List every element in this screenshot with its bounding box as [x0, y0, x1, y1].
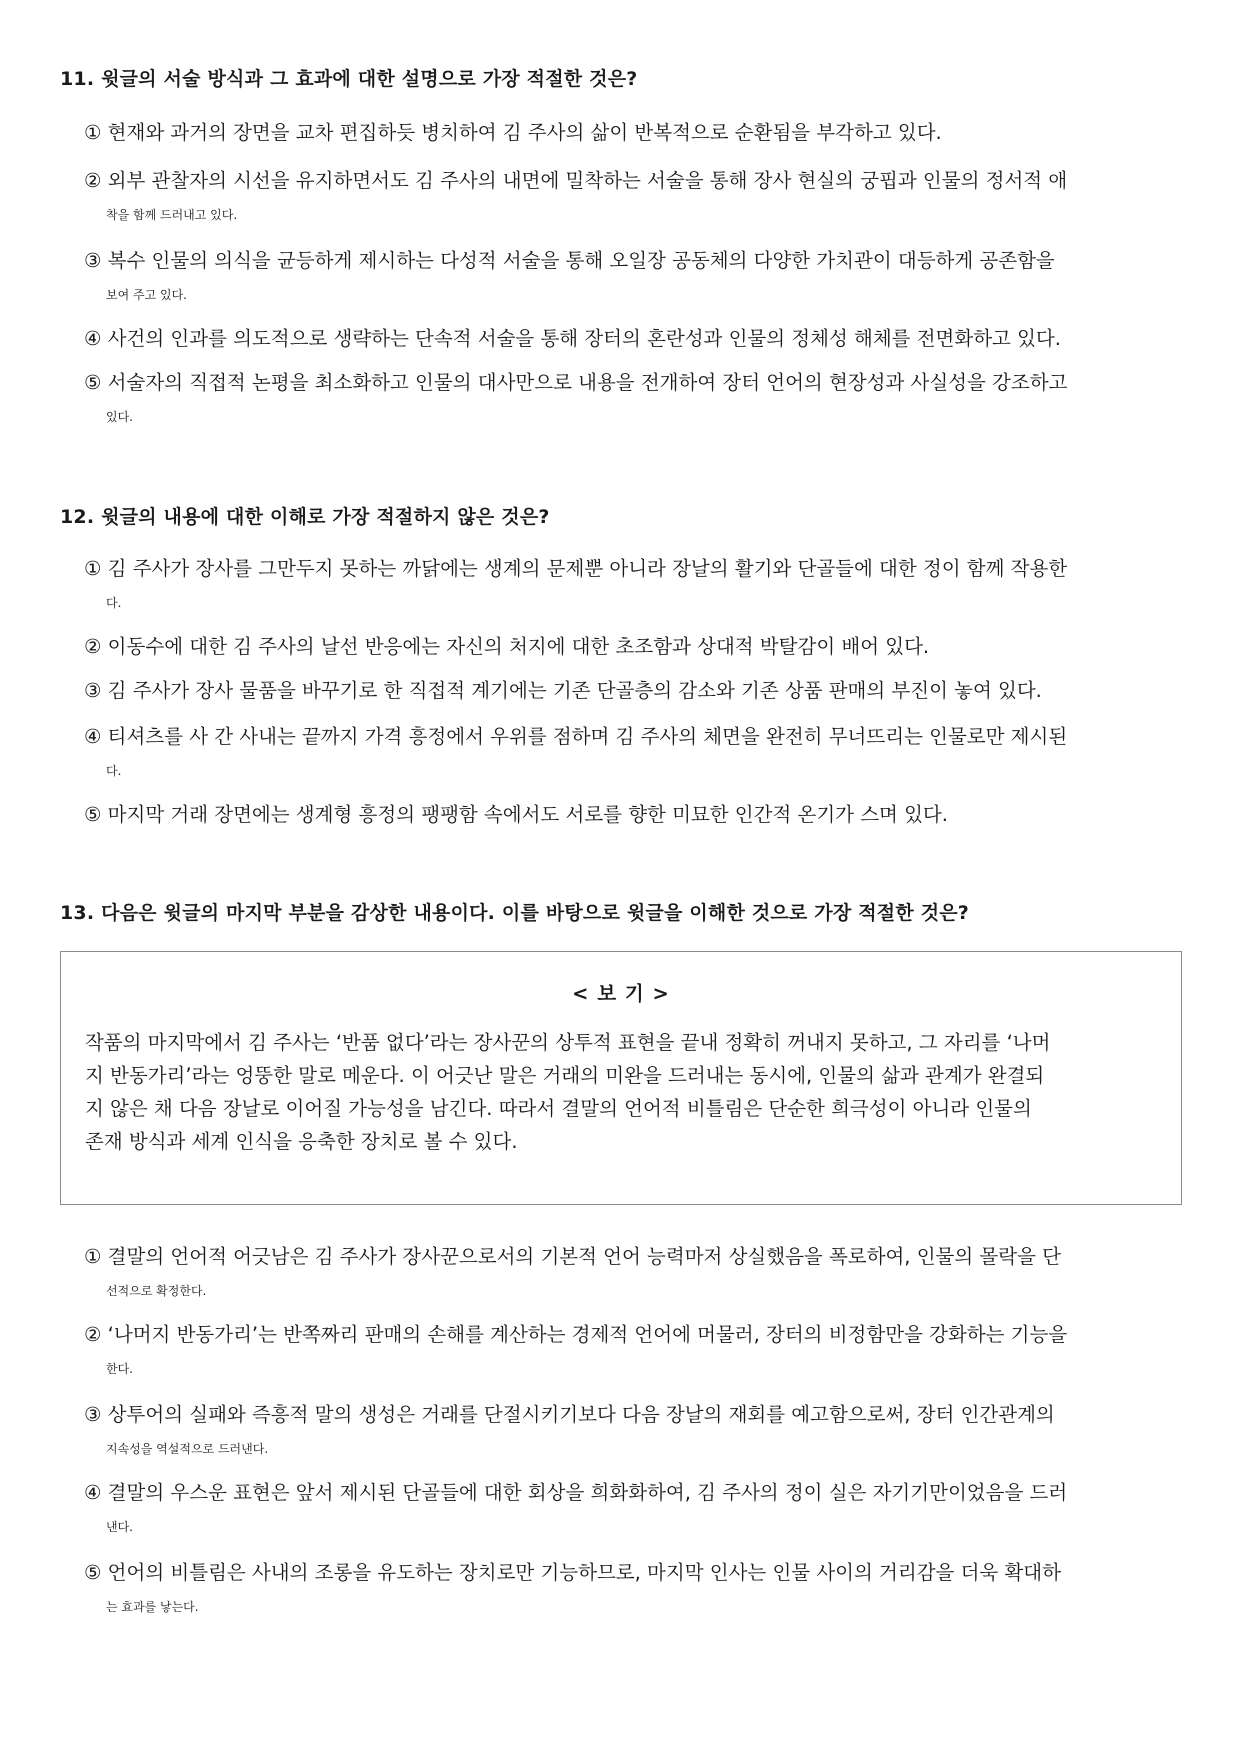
q13-choice-5[interactable]: [84, 1556, 1184, 1624]
choice-text: ④ 사건의 인과를 의도적으로 생략하는 단속적 서술을 통해 장터의 혼란성과 인물의 정체성 해체를 전면화하고 있다.: [84, 327, 1061, 350]
choice-text: ② 이동수에 대한 김 주사의 날선 반응에는 자신의 처지에 대한 초조함과 상대적 박탈감이 배어 있다.: [84, 635, 930, 658]
choice-text: ⑤ 언어의 비틀림은 사내의 조롱을 유도하는 장치로만 기능하므로, 마지막 인사는 인물 사이의 거리감을 더욱 확대하: [84, 1561, 1061, 1584]
choice-text: ② ‘나머지 반동가리’는 반쪽짜리 판매의 손해를 계산하는 경제적 언어에 머물러, 장터의 비정함만을 강화하는 기능을: [84, 1323, 1068, 1346]
choice-text: ③ 김 주사가 장사 물품을 바꾸기로 한 직접적 계기에는 기존 단골층의 감소와 기존 상품 판매의 부진이 놓여 있다.: [84, 679, 1042, 702]
bogi-text: [85, 1026, 1155, 1158]
q11-choice-1[interactable]: [84, 116, 1184, 150]
choice-text: ① 김 주사가 장사를 그만두지 못하는 까닭에는 생계의 문제뿐 아니라 장날의 활기와 단골들에 대한 정이 함께 작용한: [84, 557, 1068, 580]
choice-text-cont: 다.: [106, 764, 122, 778]
bogi-line: 작품의 마지막에서 김 주사는 ‘반품 없다’라는 장사꾼의 상투적 표현을 끝내 정확히 꺼내지 못하고, 그 자리를 ‘나머: [85, 1031, 1051, 1054]
question-13-title: 13. 다음은 윗글의 마지막 부분을 감상한 내용이다. 이를 바탕으로 윗글을 이해한 것으로 가장 적절한 것은?: [60, 902, 970, 924]
choice-text: ① 현재와 과거의 장면을 교차 편집하듯 병치하여 김 주사의 삶이 반복적으로 순환됨을 부각하고 있다.: [84, 121, 942, 144]
q12-choice-2[interactable]: [84, 630, 1184, 664]
q11-choice-4[interactable]: [84, 322, 1184, 356]
choice-text: ⑤ 서술자의 직접적 논평을 최소화하고 인물의 대사만으로 내용을 전개하여 장터 언어의 현장성과 사실성을 강조하고: [84, 371, 1068, 394]
choice-text-cont: 다.: [106, 596, 122, 610]
bogi-box: [60, 951, 1182, 1205]
q13-choice-1[interactable]: [84, 1240, 1184, 1308]
q12-choice-5[interactable]: [84, 798, 1184, 832]
choice-text: ③ 상투어의 실패와 즉흥적 말의 생성은 거래를 단절시키기보다 다음 장날의 재회를 예고함으로써, 장터 인간관계의: [84, 1403, 1055, 1426]
choice-text: ④ 결말의 우스운 표현은 앞서 제시된 단골들에 대한 회상을 희화화하여, 김 주사의 정이 실은 자기기만이었음을 드러: [84, 1481, 1068, 1504]
choice-text: ③ 복수 인물의 의식을 균등하게 제시하는 다성적 서술을 통해 오일장 공동체의 다양한 가치관이 대등하게 공존함을: [84, 249, 1055, 272]
choice-text-cont: 있다.: [106, 410, 133, 424]
q12-choice-4[interactable]: [84, 720, 1184, 788]
bogi-title: < 보 기 >: [572, 982, 670, 1005]
choice-text: ⑤ 마지막 거래 장면에는 생계형 흥정의 팽팽함 속에서도 서로를 향한 미묘한 인간적 온기가 스며 있다.: [84, 803, 948, 826]
choice-text-cont: 착을 함께 드러내고 있다.: [106, 208, 238, 222]
choice-text: ① 결말의 언어적 어긋남은 김 주사가 장사꾼으로서의 기본적 언어 능력마저 상실했음을 폭로하여, 인물의 몰락을 단: [84, 1245, 1061, 1268]
choice-text-cont: 보여 주고 있다.: [106, 288, 187, 302]
bogi-line: 지 않은 채 다음 장날로 이어질 가능성을 남긴다. 따라서 결말의 언어적 비틀림은 단순한 희극성이 아니라 인물의: [85, 1097, 1032, 1120]
q12-choice-3[interactable]: [84, 674, 1184, 708]
question-11-title: 11. 윗글의 서술 방식과 그 효과에 대한 설명으로 가장 적절한 것은?: [60, 68, 638, 90]
bogi-line: 지 반동가리’라는 엉뚱한 말로 메운다. 이 어긋난 말은 거래의 미완을 드러내는 동시에, 인물의 삶과 관계가 완결되: [85, 1064, 1045, 1087]
choice-text: ④ 티셔츠를 사 간 사내는 끝까지 가격 흥정에서 우위를 점하며 김 주사의 체면을 완전히 무너뜨리는 인물로만 제시된: [84, 725, 1068, 748]
question-12-title: 12. 윗글의 내용에 대한 이해로 가장 적절하지 않은 것은?: [60, 506, 550, 528]
q13-choice-2[interactable]: [84, 1318, 1184, 1386]
q13-choice-4[interactable]: [84, 1476, 1184, 1544]
choice-text-cont: 낸다.: [106, 1520, 133, 1534]
choice-text: ② 외부 관찰자의 시선을 유지하면서도 김 주사의 내면에 밀착하는 서술을 통해 장사 현실의 궁핍과 인물의 정서적 애: [84, 169, 1068, 192]
choice-text-cont: 지속성을 역설적으로 드러낸다.: [106, 1442, 269, 1456]
choice-text-cont: 선적으로 확정한다.: [106, 1284, 207, 1298]
q11-choice-5[interactable]: [84, 366, 1184, 434]
q13-choice-3[interactable]: [84, 1398, 1184, 1466]
q11-choice-2[interactable]: [84, 164, 1184, 232]
bogi-line: 존재 방식과 세계 인식을 응축한 장치로 볼 수 있다.: [85, 1130, 518, 1153]
q11-choice-3[interactable]: [84, 244, 1184, 312]
q12-choice-1[interactable]: [84, 552, 1184, 620]
choice-text-cont: 한다.: [106, 1362, 133, 1376]
choice-text-cont: 는 효과를 낳는다.: [106, 1600, 199, 1614]
